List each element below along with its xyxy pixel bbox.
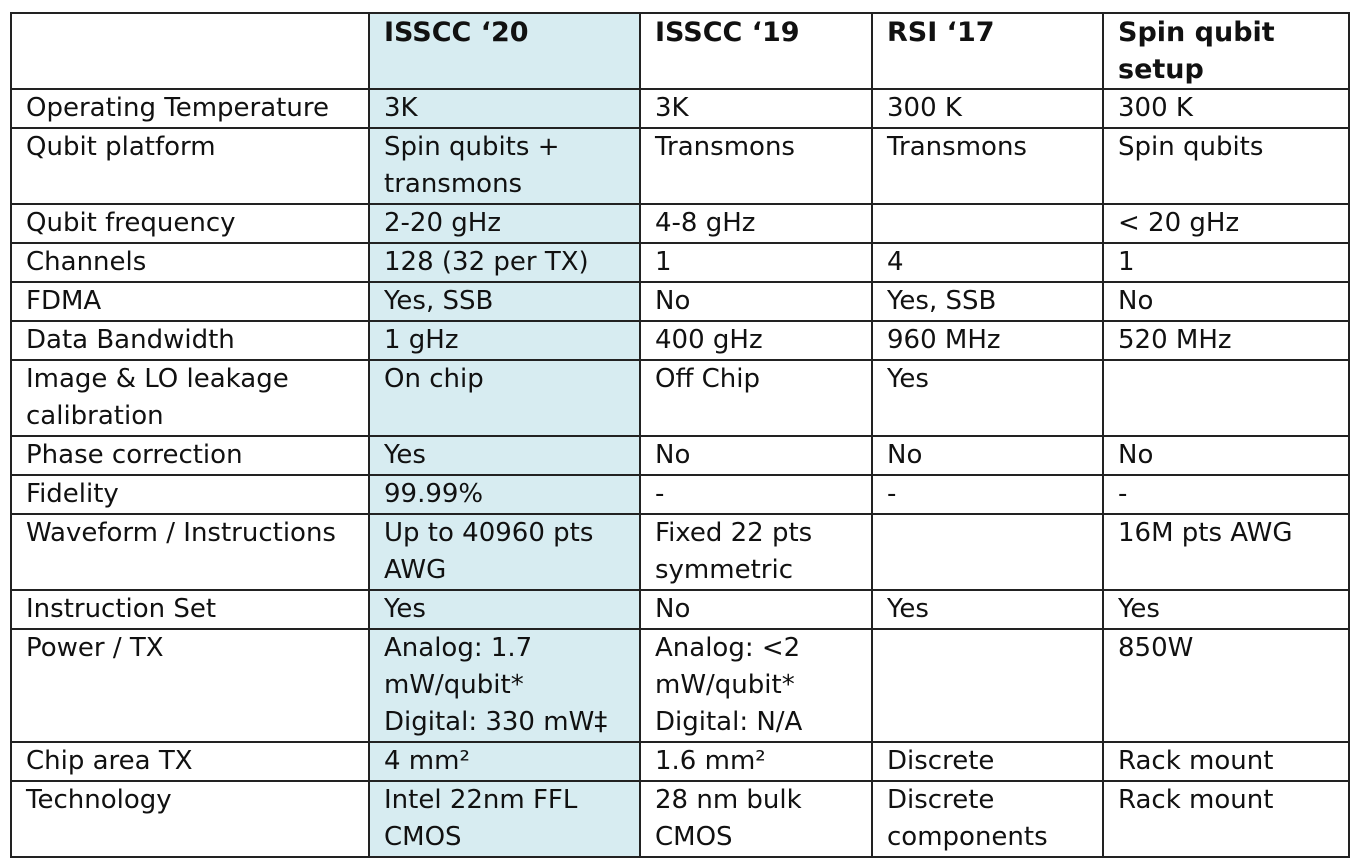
row-11-cell-0-line-1: mW/qubit* [384, 670, 524, 700]
row-6-cell-0-line-0: On chip [384, 364, 484, 394]
row-5-cell-1-line-0: 400 gHz [655, 325, 763, 355]
table-cell [1103, 742, 1349, 781]
row-11-cell-0-line-2: Digital: 330 mW‡ [384, 707, 608, 737]
row-label [11, 629, 369, 742]
row-3-cell-1-line-0: 1 [655, 247, 672, 277]
row-13-cell-0-line-1: CMOS [384, 822, 462, 852]
table-cell [872, 475, 1103, 514]
table-cell [640, 243, 872, 282]
row-12-label-line-0: Chip area TX [26, 746, 193, 776]
row-label [11, 475, 369, 514]
table-cell [369, 243, 640, 282]
row-4-cell-2-line-0: Yes, SSB [887, 286, 997, 316]
header-cell-4-line-0: Spin qubit [1118, 17, 1275, 48]
table-cell [1103, 360, 1349, 436]
comparison-table-container [10, 12, 1350, 858]
table-row [11, 590, 1349, 629]
table-cell [872, 781, 1103, 857]
table-cell [1103, 321, 1349, 360]
row-1-cell-0-line-1: transmons [384, 169, 523, 199]
row-11-cell-0-line-0: Analog: 1.7 [384, 633, 533, 663]
table-cell [640, 590, 872, 629]
row-6-label-line-0: Image & LO leakage [26, 364, 289, 394]
row-3-cell-0-line-0: 128 (32 per TX) [384, 247, 589, 277]
row-1-cell-0-line-0: Spin qubits + [384, 132, 560, 162]
row-7-cell-3-line-0: No [1118, 440, 1154, 470]
row-13-cell-1-line-0: 28 nm bulk [655, 785, 802, 815]
row-9-cell-1-line-1: symmetric [655, 555, 793, 585]
row-10-cell-3-line-0: Yes [1118, 594, 1160, 624]
table-row [11, 781, 1349, 857]
row-1-cell-1-line-0: Transmons [655, 132, 795, 162]
table-cell [369, 282, 640, 321]
row-10-cell-0-line-0: Yes [384, 594, 426, 624]
table-cell [872, 590, 1103, 629]
table-row [11, 321, 1349, 360]
row-9-cell-3-line-0: 16M pts AWG [1118, 518, 1293, 548]
table-cell [640, 204, 872, 243]
table-row [11, 629, 1349, 742]
table-cell [872, 89, 1103, 128]
row-6-label-line-1: calibration [26, 401, 164, 431]
row-3-label-line-0: Channels [26, 247, 147, 277]
row-9-cell-0-line-1: AWG [384, 555, 447, 585]
table-row [11, 282, 1349, 321]
table-cell [872, 514, 1103, 590]
row-1-cell-2-line-0: Transmons [887, 132, 1027, 162]
row-6-cell-1-line-0: Off Chip [655, 364, 761, 394]
table-row [11, 243, 1349, 282]
table-cell [369, 629, 640, 742]
header-cell-empty [11, 13, 369, 89]
row-label [11, 360, 369, 436]
row-0-label-line-0: Operating Temperature [26, 93, 329, 123]
table-cell [1103, 204, 1349, 243]
table-cell [1103, 436, 1349, 475]
row-5-cell-3-line-0: 520 MHz [1118, 325, 1232, 355]
row-label [11, 742, 369, 781]
table-cell [640, 514, 872, 590]
table-row [11, 204, 1349, 243]
row-label [11, 321, 369, 360]
table-cell [872, 321, 1103, 360]
table-cell [640, 742, 872, 781]
table-cell [369, 742, 640, 781]
table-cell [640, 436, 872, 475]
row-8-cell-0-line-0: 99.99% [384, 479, 484, 509]
table-cell [369, 360, 640, 436]
table-cell [872, 204, 1103, 243]
row-13-label-line-0: Technology [26, 785, 172, 815]
row-2-cell-1-line-0: 4-8 gHz [655, 208, 756, 238]
row-2-label-line-0: Qubit frequency [26, 208, 236, 238]
comparison-table [10, 12, 1350, 858]
table-cell [640, 128, 872, 204]
table-cell [640, 282, 872, 321]
row-label [11, 89, 369, 128]
row-label [11, 590, 369, 629]
row-0-cell-3-line-0: 300 K [1118, 93, 1193, 123]
row-13-cell-2-line-1: components [887, 822, 1048, 852]
row-3-cell-2-line-0: 4 [887, 247, 904, 277]
table-row [11, 475, 1349, 514]
row-0-cell-0-line-0: 3K [384, 93, 418, 123]
table-cell [1103, 590, 1349, 629]
row-3-cell-3-line-0: 1 [1118, 247, 1135, 277]
table-row [11, 436, 1349, 475]
row-11-cell-1-line-1: mW/qubit* [655, 670, 795, 700]
row-13-cell-3-line-0: Rack mount [1118, 785, 1274, 815]
row-10-cell-1-line-0: No [655, 594, 691, 624]
table-cell [1103, 282, 1349, 321]
table-cell [1103, 475, 1349, 514]
row-12-cell-1-line-0: 1.6 mm² [655, 746, 766, 776]
row-9-label-line-0: Waveform / Instructions [26, 518, 336, 548]
row-7-label-line-0: Phase correction [26, 440, 243, 470]
table-cell [872, 360, 1103, 436]
row-13-cell-1-line-1: CMOS [655, 822, 733, 852]
row-9-cell-0-line-0: Up to 40960 pts [384, 518, 594, 548]
row-label [11, 128, 369, 204]
row-11-cell-1-line-2: Digital: N/A [655, 707, 803, 737]
table-cell [369, 514, 640, 590]
table-row [11, 742, 1349, 781]
header-row [11, 13, 1349, 89]
table-cell [872, 629, 1103, 742]
header-cell-1-line-0: ISSCC ‘20 [384, 17, 529, 48]
row-label [11, 282, 369, 321]
table-cell [1103, 781, 1349, 857]
row-8-cell-3-line-0: - [1118, 479, 1128, 509]
row-5-cell-2-line-0: 960 MHz [887, 325, 1001, 355]
header-cell [640, 13, 872, 89]
table-row [11, 360, 1349, 436]
table-cell [872, 282, 1103, 321]
row-label [11, 514, 369, 590]
header-cell [1103, 13, 1349, 89]
row-8-cell-2-line-0: - [887, 479, 897, 509]
row-5-cell-0-line-0: 1 gHz [384, 325, 459, 355]
table-cell [872, 436, 1103, 475]
table-cell [640, 360, 872, 436]
table-cell [640, 89, 872, 128]
row-9-cell-1-line-0: Fixed 22 pts [655, 518, 813, 548]
row-12-cell-0-line-0: 4 mm² [384, 746, 470, 776]
row-4-label-line-0: FDMA [26, 286, 102, 316]
row-label [11, 436, 369, 475]
table-cell [640, 629, 872, 742]
row-1-label-line-0: Qubit platform [26, 132, 216, 162]
row-10-cell-2-line-0: Yes [887, 594, 929, 624]
table-cell [369, 89, 640, 128]
row-11-label-line-0: Power / TX [26, 633, 164, 663]
header-cell-2-line-0: ISSCC ‘19 [655, 17, 800, 48]
row-13-cell-2-line-0: Discrete [887, 785, 995, 815]
table-cell [872, 128, 1103, 204]
row-13-cell-0-line-0: Intel 22nm FFL [384, 785, 578, 815]
table-cell [872, 243, 1103, 282]
row-8-cell-1-line-0: - [655, 479, 665, 509]
row-4-cell-3-line-0: No [1118, 286, 1154, 316]
table-cell [1103, 128, 1349, 204]
table-cell [640, 321, 872, 360]
table-cell [1103, 514, 1349, 590]
row-8-label-line-0: Fidelity [26, 479, 119, 509]
header-cell-4-line-1: setup [1118, 54, 1204, 85]
table-cell [369, 590, 640, 629]
row-12-cell-2-line-0: Discrete [887, 746, 995, 776]
row-6-cell-2-line-0: Yes [887, 364, 929, 394]
row-4-cell-0-line-0: Yes, SSB [384, 286, 494, 316]
row-0-cell-1-line-0: 3K [655, 93, 689, 123]
table-cell [369, 781, 640, 857]
table-cell [369, 204, 640, 243]
table-cell [369, 128, 640, 204]
table-cell [1103, 89, 1349, 128]
table-cell [640, 781, 872, 857]
row-label [11, 243, 369, 282]
row-2-cell-0-line-0: 2-20 gHz [384, 208, 501, 238]
row-7-cell-0-line-0: Yes [384, 440, 426, 470]
row-11-cell-1-line-0: Analog: <2 [655, 633, 801, 663]
table-row [11, 128, 1349, 204]
table-cell [369, 475, 640, 514]
table-cell [1103, 629, 1349, 742]
row-7-cell-2-line-0: No [887, 440, 923, 470]
row-10-label-line-0: Instruction Set [26, 594, 217, 624]
row-2-cell-3-line-0: < 20 gHz [1118, 208, 1240, 238]
table-cell [369, 321, 640, 360]
row-5-label-line-0: Data Bandwidth [26, 325, 235, 355]
row-12-cell-3-line-0: Rack mount [1118, 746, 1274, 776]
table-row [11, 514, 1349, 590]
row-4-cell-1-line-0: No [655, 286, 691, 316]
table-cell [640, 475, 872, 514]
row-0-cell-2-line-0: 300 K [887, 93, 962, 123]
row-7-cell-1-line-0: No [655, 440, 691, 470]
row-label [11, 781, 369, 857]
table-row [11, 89, 1349, 128]
table-cell [1103, 243, 1349, 282]
row-11-cell-3-line-0: 850W [1118, 633, 1194, 663]
row-1-cell-3-line-0: Spin qubits [1118, 132, 1264, 162]
header-cell [872, 13, 1103, 89]
table-body [11, 89, 1349, 857]
row-label [11, 204, 369, 243]
table-header [11, 13, 1349, 89]
table-cell [872, 742, 1103, 781]
header-cell [369, 13, 640, 89]
table-cell [369, 436, 640, 475]
header-cell-3-line-0: RSI ‘17 [887, 17, 995, 48]
